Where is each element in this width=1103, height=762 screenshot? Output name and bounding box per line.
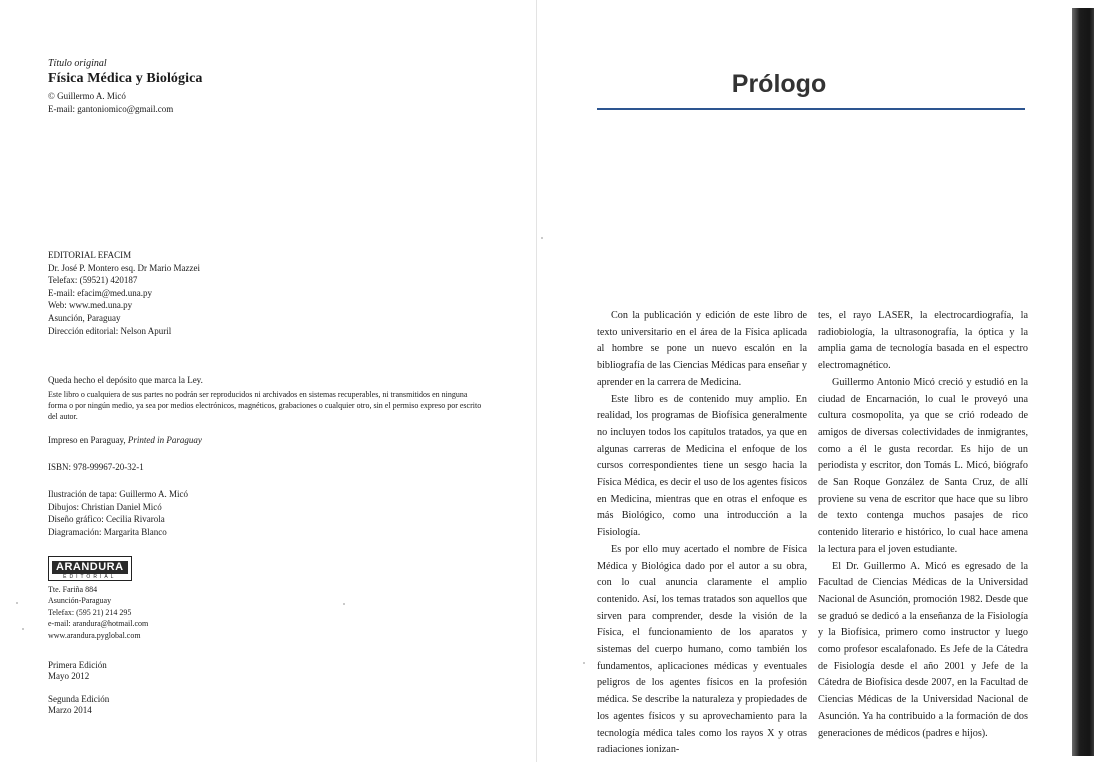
legal-block	[48, 374, 488, 422]
publisher-phone: Telefax: (59521) 420187	[48, 275, 138, 286]
publisher-director: Dirección editorial: Nelson Apuril	[48, 325, 172, 336]
printed-in-english: Printed in Paraguay	[127, 435, 202, 445]
legal-rights: Este libro o cualquiera de sus partes no podrán ser reproducidos ni archivados en sistemas recuperables, ni transmitidos en ninguna forma o por ningún medio, ya sea por medios electrónicos, magnéticos, grabaciones o cualquier otro, sin el permiso expreso por escrito del autor.	[48, 389, 482, 421]
credit-line: Diseño gráfico: Cecilia Rivarola	[48, 514, 165, 525]
edition-date: Marzo 2014	[48, 705, 92, 715]
distributor-web: www.arandura.pyglobal.com	[48, 630, 141, 640]
distributor-address: Tte. Fariña 884	[48, 585, 98, 594]
distributor-logo	[48, 556, 132, 583]
author-copyright: © Guillermo A. Micó	[48, 91, 126, 101]
prologue-page	[537, 0, 1072, 762]
prologue-column-left	[597, 308, 807, 759]
scan-edge-shadow	[1072, 8, 1094, 756]
paper-speck	[583, 662, 585, 664]
publisher-name: EDITORIAL EFACIM	[48, 250, 132, 260]
colophon-page	[0, 0, 536, 762]
book-title: Física Médica y Biológica	[48, 71, 203, 86]
publisher-address: Dr. José P. Montero esq. Dr Mario Mazzei	[48, 262, 200, 273]
credit-line: Diagramación: Margarita Blanco	[48, 526, 167, 537]
distributor-email: e-mail: arandura@hotmail.com	[48, 619, 149, 629]
distributor-phone: Telefax: (595 21) 214 295	[48, 607, 132, 617]
paper-speck	[541, 237, 543, 239]
credits-block	[48, 488, 188, 538]
author-email: E-mail: gantoniomico@gmail.com	[48, 103, 174, 114]
publisher-email: E-mail: efacim@med.una.py	[48, 287, 153, 298]
first-edition	[48, 660, 107, 682]
edition-label: Primera Edición	[48, 660, 107, 670]
distributor-block	[48, 584, 148, 641]
paragraph: Este libro es de contenido muy amplio. En realidad, los programas de Biofísica generalmente no incluyen todos los capítulos tratados, ya que en algunas carreras de Medicina el enfoque de los cursos correspondientes tiene un sesgo hacia la Física Médica, es decir el uso de los agentes físicos en Medicina, mientras que en otras el enfoque es más Biológico, como una introducción a la Fisiología.	[597, 393, 807, 539]
arandura-logo	[48, 556, 132, 581]
prologue-title: Prólogo	[731, 70, 827, 98]
logo-tagline: EDITORIAL	[63, 574, 117, 580]
original-title-label: Título original	[48, 58, 107, 69]
publisher-web: Web: www.med.una.py	[48, 300, 133, 311]
paper-speck	[16, 602, 18, 604]
credit-line: Ilustración de tapa: Guillermo A. Micó	[48, 489, 188, 499]
logo-wordmark: ARANDURA	[52, 561, 128, 574]
paper-speck	[22, 628, 24, 630]
paragraph: Guillermo Antonio Micó creció y estudió en la ciudad de Encarnación, lo cual le proveyó una cultura cosmopolita, ya que se crió rodeado de amigos de diversas colectividades de inmigrantes, como a él le gusta recordar. Es hijo de un periodista y escritor, don Tomás L. Micó, biógrafo de San Roque González de Santa Cruz, de allí proviene su vena de escritor que hace que su libro de texto contenga muchos pasajes de rico contenido literario e histórico, lo cual hace amena la lectura para el joven estudiante.	[818, 376, 1028, 555]
second-edition	[48, 694, 109, 716]
paragraph: El Dr. Guillermo A. Micó es egresado de la Facultad de Ciencias Médicas de la Universidad Nacional de Asunción, promoción 1982. Desde que se graduó se dedicó a la enseñanza de la Fisiología y la Biofísica, primero como instructor y luego como profesor escalafonado. Es Jefe de la Cátedra de Fisiología desde el año 2001 y Jefe de la Cátedra de Biofísica desde 2007, en la Facultad de Ciencias Médicas de la Universidad Nacional de Asunción. Ya ha contribuido a la formación de dos generaciones de médicos (padres e hijos).	[818, 560, 1028, 739]
isbn: ISBN: 978-99967-20-32-1	[48, 462, 144, 472]
edition-date: Mayo 2012	[48, 671, 90, 681]
paragraph: Con la publicación y edición de este libro de texto universitario en el área de la Física aplicada al hombre se pone un nuevo escalón en la bibliografía de las Ciencias Médicas para enseñar y aprender en la carrera de Medicina.	[597, 310, 807, 388]
edition-label: Segunda Edición	[48, 694, 110, 704]
paragraph-continued: tes, el rayo LASER, la electrocardiografía, la radiobiología, la ultrasonografía, la óptica y la amplia gama de tecnología basada en el espectro electromagnético.	[818, 310, 1028, 372]
prologue-column-right	[818, 308, 1028, 742]
publisher-block	[48, 249, 200, 337]
title-rule	[597, 108, 1025, 110]
credit-line: Dibujos: Christian Daniel Micó	[48, 501, 162, 512]
paper-speck	[343, 603, 345, 605]
distributor-city: Asunción-Paraguay	[48, 596, 112, 606]
title-block	[48, 58, 203, 115]
publisher-city: Asunción, Paraguay	[48, 312, 121, 323]
legal-deposit: Queda hecho el depósito que marca la Ley.	[48, 375, 203, 385]
printed-in-text: Impreso en Paraguay,	[48, 435, 128, 445]
paragraph: Es por ello muy acertado el nombre de Física Médica y Biológica dado por el autor a su obra, con lo cual anuncia claramente el amplio contenido. Así, los temas tratados son aquellos que sirven para comprender, desde la visión de la Física, el funcionamiento de los aparatos y sistemas del cuerpo humano, como también los fundamentos, aplicaciones médicas y eventuales peligros de los agentes físicos en la profesión médica. Se describe la naturaleza y propiedades de los agentes físicos y su aprovechamiento para la tecnología médica tales como los rayos X y otras radiaciones ionizan-	[597, 543, 807, 756]
printed-in	[48, 434, 202, 447]
